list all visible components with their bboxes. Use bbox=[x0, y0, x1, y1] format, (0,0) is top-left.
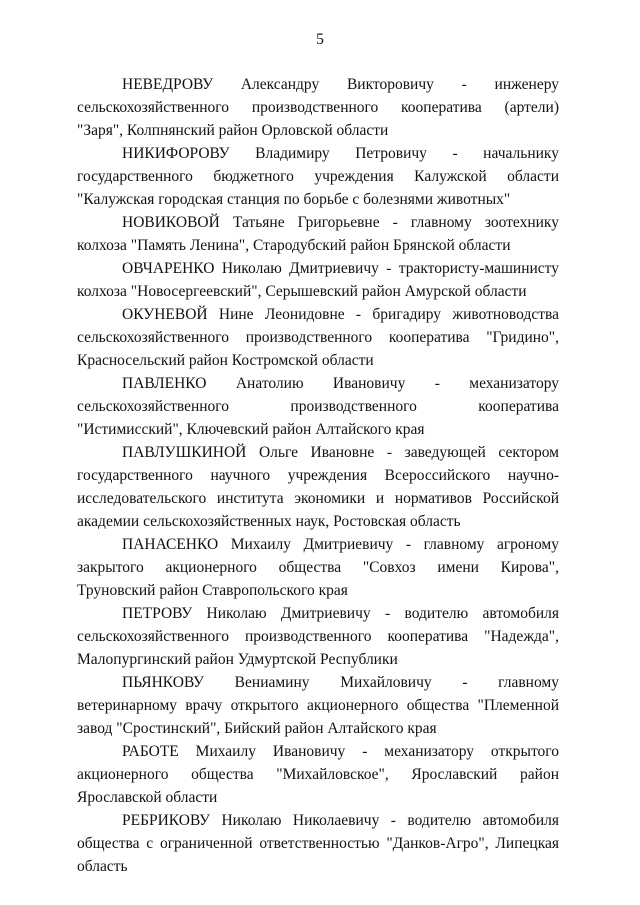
entry-line: ПАВЛЕНКО Анатолию Ивановичу - механизатору bbox=[122, 375, 559, 392]
entry-line: ПАВЛУШКИНОЙ Ольге Ивановне - заведующей сектором bbox=[122, 444, 559, 461]
list-entry bbox=[77, 671, 559, 740]
entry-line: сельскохозяйственного производственного кооператива bbox=[77, 398, 559, 415]
entry-line: академии сельскохозяйственных наук, Ростовская область bbox=[77, 513, 461, 530]
entry-line: Красносельский район Костромской области bbox=[77, 352, 374, 369]
entry-line: область bbox=[77, 858, 128, 875]
list-entry bbox=[77, 73, 559, 142]
list-entry bbox=[77, 740, 559, 809]
entry-line: колхоза "Новосергеевский", Серышевский район Амурской области bbox=[77, 283, 527, 300]
entry-line: колхоза "Память Ленина", Стародубский район Брянской области bbox=[77, 237, 511, 254]
entry-line: НИКИФОРОВУ Владимиру Петровичу - начальнику bbox=[122, 145, 559, 162]
entry-line: Труновский район Ставропольского края bbox=[77, 582, 348, 599]
list-entry bbox=[77, 372, 559, 441]
list-entry bbox=[77, 142, 559, 211]
entry-line: "Калужская городская станция по борьбе с болезнями животных" bbox=[77, 191, 511, 208]
entry-line: государственного научного учреждения Всероссийского научно- bbox=[77, 467, 559, 484]
list-entry bbox=[77, 809, 559, 878]
entry-line: сельскохозяйственного производственного кооператива (артели) bbox=[77, 99, 559, 116]
entry-line: "Заря", Колпнянский район Орловской области bbox=[77, 122, 389, 139]
entry-line: "Истимисский", Ключевский район Алтайского края bbox=[77, 421, 425, 438]
entry-line: исследовательского института экономики и нормативов Российской bbox=[77, 490, 559, 507]
entry-line: сельскохозяйственного производственного кооператива "Гридино", bbox=[77, 329, 559, 346]
entry-line: сельскохозяйственного производственного кооператива "Надежда", bbox=[77, 628, 559, 645]
list-entry bbox=[77, 257, 559, 303]
entry-line: Малопургинский район Удмуртской Республики bbox=[77, 651, 398, 668]
entry-line: НЕВЕДРОВУ Александру Викторовичу - инженеру bbox=[122, 76, 559, 93]
entry-line: Ярославской области bbox=[77, 789, 218, 806]
list-entry bbox=[77, 211, 559, 257]
entry-line: ПАНАСЕНКО Михаилу Дмитриевичу - главному агроному bbox=[122, 536, 559, 553]
entry-line: ПЕТРОВУ Николаю Дмитриевичу - водителю автомобиля bbox=[122, 605, 559, 622]
list-entry bbox=[77, 602, 559, 671]
entry-line: РЕБРИКОВУ Николаю Николаевичу - водителю автомобиля bbox=[122, 812, 559, 829]
list-entry bbox=[77, 303, 559, 372]
entry-line: государственного бюджетного учреждения Калужской области bbox=[77, 168, 559, 185]
entry-line: завод "Сростинский", Бийский район Алтайского края bbox=[77, 720, 437, 737]
award-list bbox=[77, 73, 559, 878]
entry-line: ПЬЯНКОВУ Вениамину Михайловичу - главному bbox=[122, 674, 559, 691]
list-entry bbox=[77, 441, 559, 533]
entry-line: общества с ограниченной ответственностью "Данков-Агро", Липецкая bbox=[77, 835, 559, 852]
entry-line: ветеринарному врачу открытого акционерного общества "Племенной bbox=[77, 697, 559, 714]
page-number: 5 bbox=[316, 31, 324, 48]
entry-line: ОВЧАРЕНКО Николаю Дмитриевичу - трактористу-машинисту bbox=[122, 260, 559, 277]
entry-line: ОКУНЕВОЙ Нине Леонидовне - бригадиру животноводства bbox=[122, 306, 559, 323]
list-entry bbox=[77, 533, 559, 602]
entry-line: акционерного общества "Михайловское", Ярославский район bbox=[77, 766, 559, 783]
entry-line: НОВИКОВОЙ Татьяне Григорьевне - главному зоотехнику bbox=[122, 214, 559, 231]
entry-line: РАБОТЕ Михаилу Ивановичу - механизатору открытого bbox=[122, 743, 559, 760]
entry-line: закрытого акционерного общества "Совхоз имени Кирова", bbox=[77, 559, 559, 576]
